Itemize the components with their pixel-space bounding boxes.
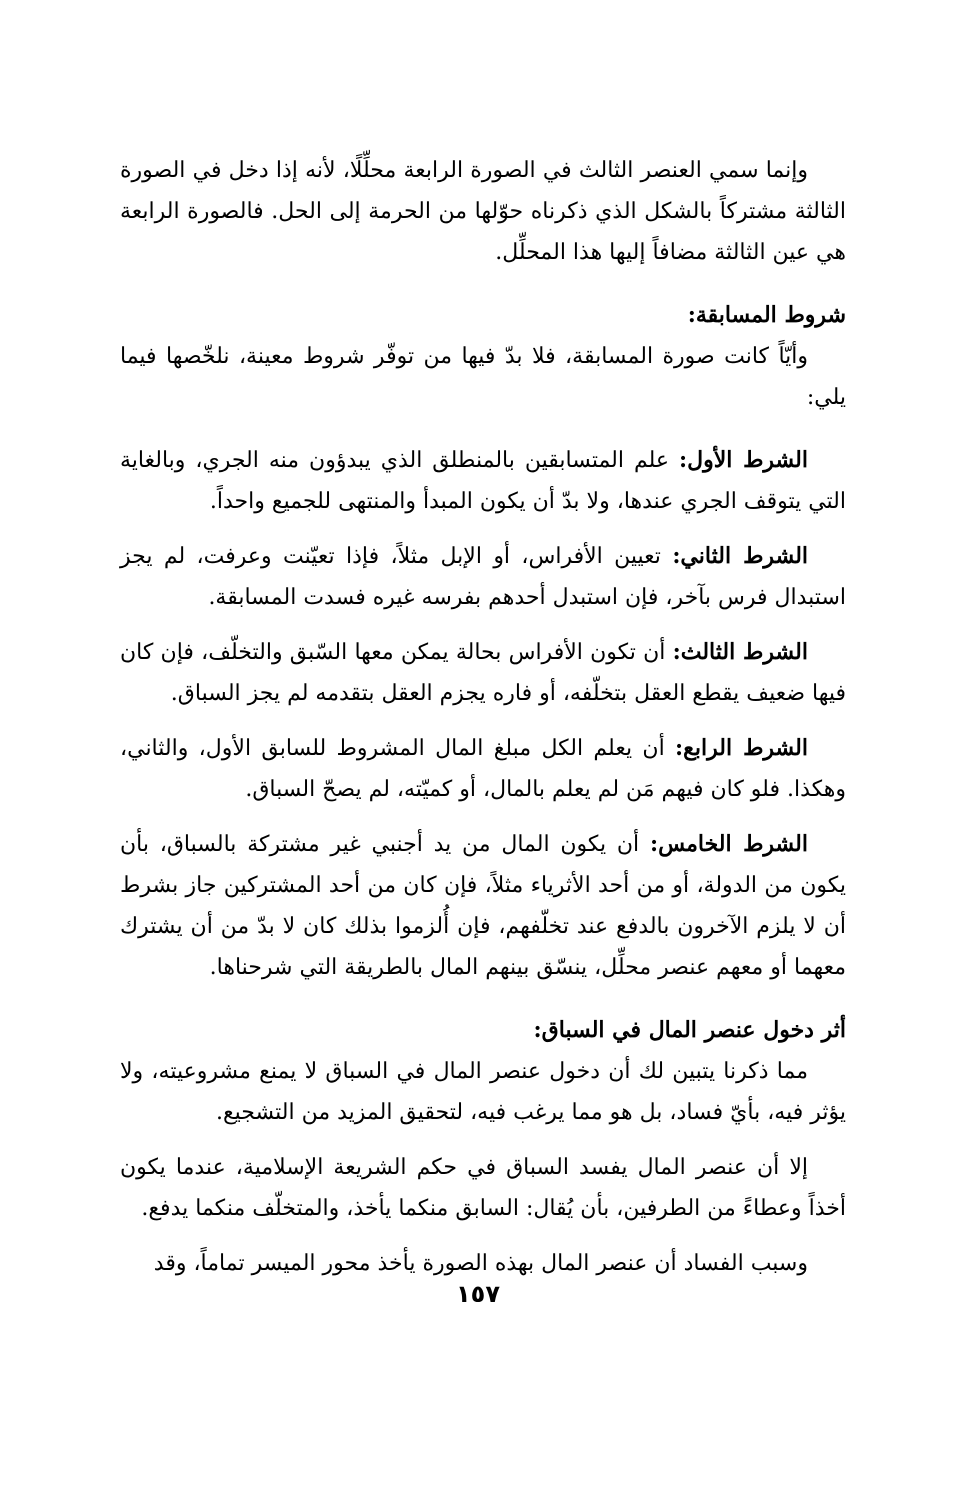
condition-4	[120, 728, 846, 810]
money-heading: أثر دخول عنصر المال في السباق:	[533, 1017, 846, 1043]
conditions-heading: شروط المسابقة:	[687, 302, 846, 328]
conditions-intro: وأيّاً كانت صورة المسابقة، فلا بدّ فيها من توفّر شروط معينة، نلخّصها فيما يلي:	[120, 344, 846, 410]
page-number: ١٥٧	[456, 1280, 500, 1308]
money-paragraph-3: وسبب الفساد أن عنصر المال بهذه الصورة يأخذ محور الميسر تماماً، وقد	[153, 1251, 808, 1276]
condition-4-label: الشرط الرابع:	[675, 735, 808, 761]
condition-3-label: الشرط الثالث:	[672, 639, 808, 665]
condition-2-label: الشرط الثاني:	[672, 543, 809, 569]
condition-5-label: الشرط الخامس:	[649, 831, 808, 857]
page-body	[120, 150, 846, 1284]
condition-1	[120, 440, 846, 522]
condition-2-text: تعيين الأفراس، أو الإبل مثلاً، فإذا تعيّنت وعرفت، لم يجز استبدال فرس بآخر، فإن استبدل أحدهم بفرسه غيره فسدت المسابقة.	[120, 544, 846, 610]
money-paragraph-1: مما ذكرنا يتبين لك أن دخول عنصر المال في السباق لا يمنع مشروعيته، ولا يؤثر فيه، بأيّ فساد، بل هو مما يرغب فيه، لتحقيق المزيد من التشجيع.	[120, 1059, 846, 1125]
condition-4-text: أن يعلم الكل مبلغ المال المشروط للسابق الأول، والثاني، وهكذا. فلو كان فيهم مَن لم يعلم بالمال، أو كميّته، لم يصحّ السباق.	[120, 736, 846, 802]
money-paragraph-2: إلا أن عنصر المال يفسد السباق في حكم الشريعة الإسلامية، عندما يكون أخذاً وعطاءً من الطرفين، بأن يُقال: السابق منكما يأخذ، والمتخلّف منكما يدفع.	[120, 1155, 846, 1221]
condition-5	[120, 824, 846, 988]
intro-paragraph: وإنما سمي العنصر الثالث في الصورة الرابعة محلِّلًا، لأنه إذا دخل في الصورة الثالثة مشتركاً بالشكل الذي ذكرناه حوّلها من الحرمة إلى الحل. فالصورة الرابعة هي عين الثالثة مضافاً إليها هذا المحلِّل.	[120, 158, 846, 265]
condition-3	[120, 632, 846, 714]
condition-5-text: أن يكون المال من يد أجنبي غير مشتركة بالسباق، بأن يكون من الدولة، أو من أحد الأثرياء مثلاً، فإن كان من أحد المشتركين جاز بشرط أن لا يلزم الآخرون بالدفع عند تخلّفهم، فإن أُلزموا بذلك كان لا بدّ من أن يشترك معهما أو معهم عنصر محلِّل، ينسّق بينهم المال بالطريقة التي شرحناها.	[120, 832, 846, 980]
condition-3-text: أن تكون الأفراس بحالة يمكن معها السّبق والتخلّف، فإن كان فيها ضعيف يقطع العقل بتخلّفه، أو فاره يجزم العقل بتقدمه لم يجز السباق.	[120, 640, 846, 706]
condition-1-label: الشرط الأول:	[679, 447, 808, 473]
condition-2	[120, 536, 846, 618]
condition-1-text: علم المتسابقين بالمنطلق الذي يبدؤون منه الجري، وبالغاية التي يتوقف الجري عندها، ولا بدّ أن يكون المبدأ والمنتهى للجميع واحداً.	[120, 448, 846, 514]
